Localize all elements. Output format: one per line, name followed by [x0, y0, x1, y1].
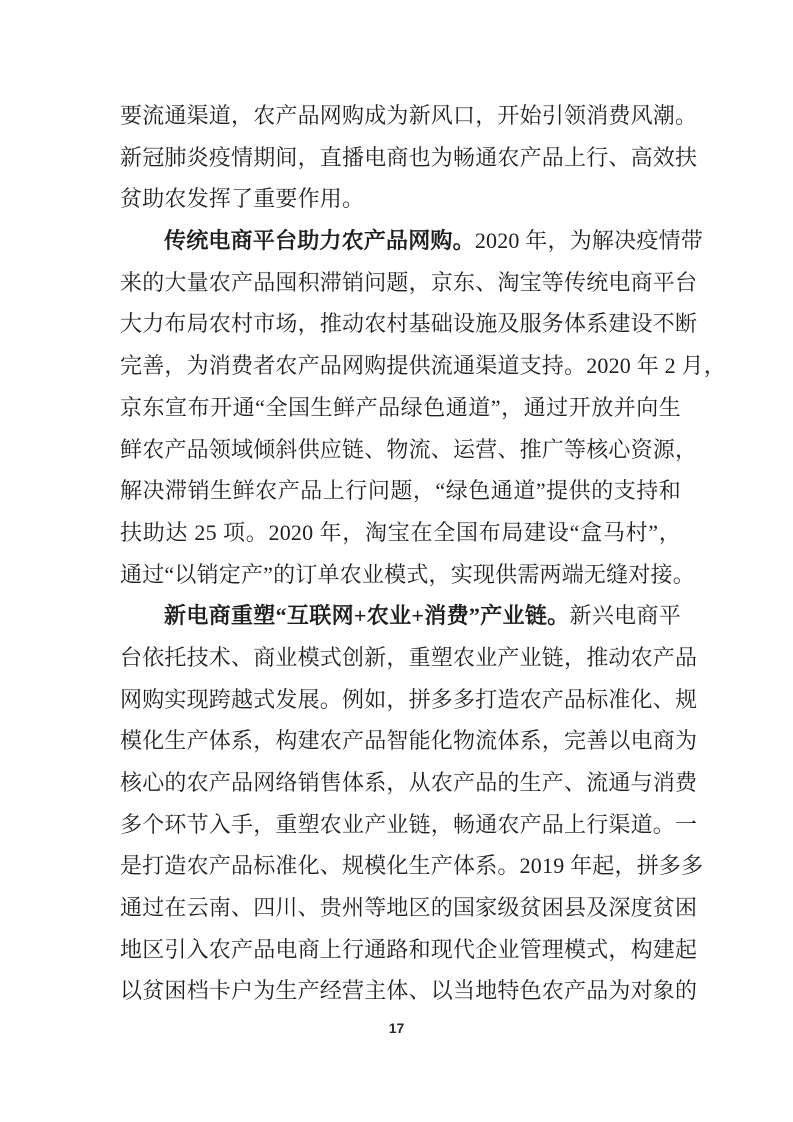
text-line: 京东宣布开通“全国生鲜产品绿色通道”，通过开放并向生: [120, 394, 681, 420]
text-line: 通过在云南、四川、贵州等地区的国家级贫困县及深度贫困: [120, 895, 698, 921]
text-line: 地区引入农产品电商上行通路和现代企业管理模式，构建起: [120, 936, 698, 962]
text-line: 核心的农产品网络销售体系，从农产品的生产、流通与消费: [120, 770, 698, 795]
text-line: 通过“以销定产”的订单农业模式，实现供需两端无缝对接。: [120, 561, 695, 587]
text-line: 多个环节入手，重塑农业产业链，畅通农产品上行渠道。一: [120, 811, 698, 837]
text-line: 完善，为消费者农产品网购提供流通渠道支持。2020 年 2 月，: [120, 353, 726, 379]
text-line: 台依托技术、商业模式创新，重塑农业产业链，推动农产品: [120, 644, 698, 670]
text-line: 鲜农产品领域倾斜供应链、物流、运营、推广等核心资源，: [120, 436, 698, 462]
text-line: 要流通渠道，农产品网购成为新风口，开始引领消费风潮。: [120, 103, 698, 128]
text-line: 新冠肺炎疫情期间，直播电商也为畅通农产品上行、高效扶: [120, 144, 698, 170]
paragraph-heading: 新电商重塑“互联网+农业+消费”产业链。: [164, 603, 570, 629]
paragraph-heading: 传统电商平台助力农产品网购。: [164, 228, 475, 254]
text-line: [120, 220, 703, 262]
text-line: 以贫困档卡户为生产经营主体、以当地特色农产品为对象的: [120, 978, 698, 1004]
text-line: 解决滞销生鲜农产品上行问题，“绿色通道”提供的支持和: [120, 478, 681, 504]
text-block: [120, 95, 726, 1012]
page-number: 17: [388, 1020, 405, 1036]
text-line: 贫助农发挥了重要作用。: [120, 186, 365, 212]
text-run: 2020 年，为解决疫情带: [474, 228, 703, 254]
text-line: 来的大量农产品囤积滞销问题，京东、淘宝等传统电商平台: [120, 269, 698, 295]
paragraph-2: [120, 220, 726, 595]
text-line: 大力布局农村市场，推动农村基础设施及服务体系建设不断: [120, 311, 698, 337]
paragraph-1: [120, 95, 698, 220]
text-line: 模化生产体系，构建农产品智能化物流体系，完善以电商为: [120, 728, 698, 754]
paragraph-3: [120, 595, 704, 1012]
text-line: 网购实现跨越式发展。例如，拼多多打造农产品标准化、规: [120, 686, 698, 712]
text-line: 扶助达 25 项。2020 年，淘宝在全国布局建设“盒马村”，: [120, 519, 681, 545]
text-line: [120, 595, 681, 637]
text-run: 新兴电商平: [569, 603, 681, 629]
text-line: 是打造农产品标准化、规模化生产体系。2019 年起，拼多多: [120, 853, 704, 879]
